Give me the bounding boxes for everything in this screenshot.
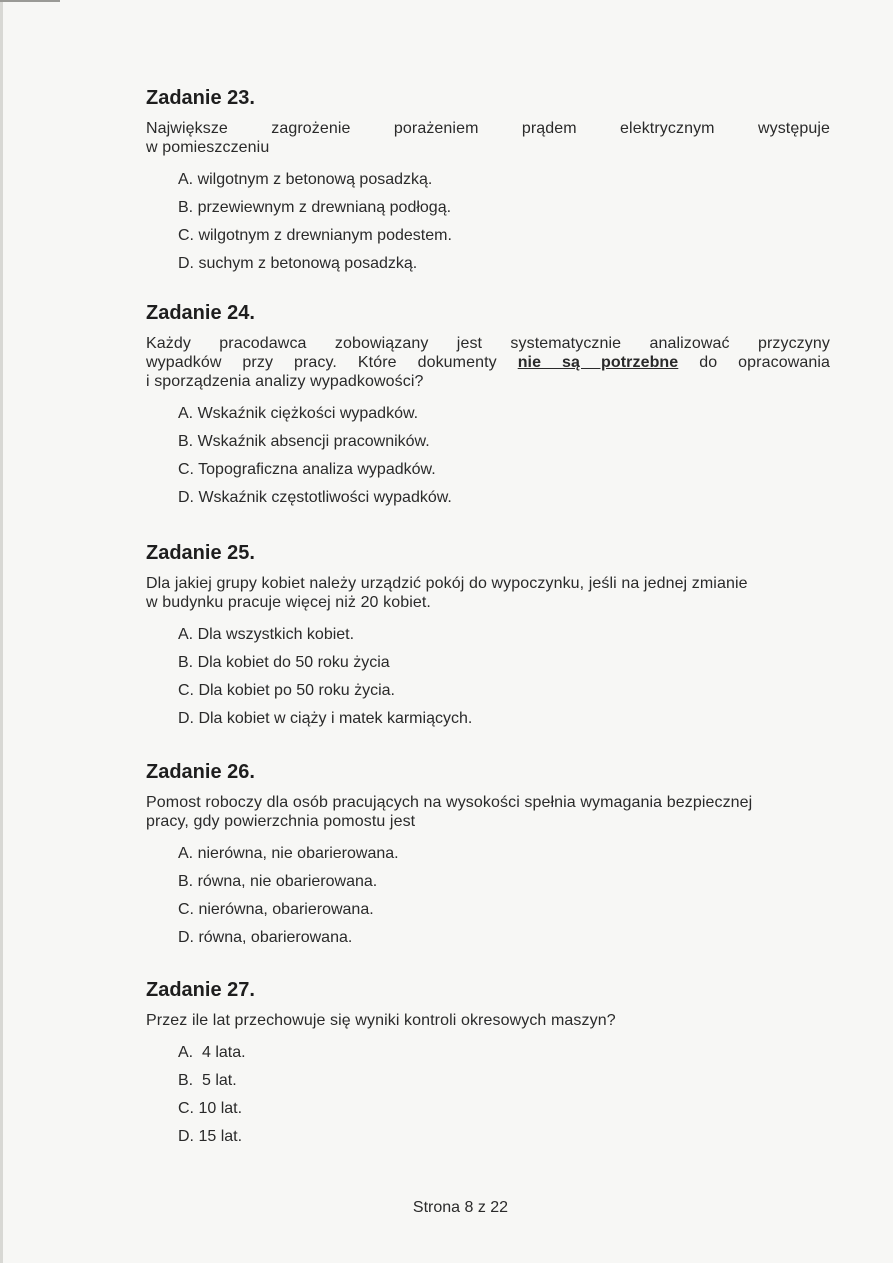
- answer-option-d[interactable]: D. Dla kobiet w ciąży i matek karmiących.: [178, 710, 473, 727]
- answer-option-a[interactable]: A. Wskaźnik ciężkości wypadków.: [178, 405, 419, 422]
- task-26: [146, 760, 830, 956]
- scan-edge-left: [0, 0, 3, 1263]
- answer-option-c[interactable]: C. Dla kobiet po 50 roku życia.: [178, 682, 395, 699]
- answer-option-a[interactable]: A. Dla wszystkich kobiet.: [178, 626, 355, 643]
- task-title: Zadanie 27.: [146, 979, 255, 1001]
- page-footer: [0, 1199, 893, 1217]
- answer-options: [146, 625, 830, 737]
- emphasized-text: nie są potrzebne: [517, 354, 679, 371]
- task-question: [146, 334, 830, 391]
- answer-option-d[interactable]: D. suchym z betonową posadzką.: [178, 255, 418, 272]
- task-title: Zadanie 23.: [146, 87, 255, 109]
- answer-option-c[interactable]: C. wilgotnym z drewnianym podestem.: [178, 227, 452, 244]
- question-line: Największe zagrożenie porażeniem prądem elektrycznym występuje: [146, 120, 830, 137]
- answer-options: [146, 404, 830, 516]
- answer-options: [146, 1043, 830, 1155]
- question-line: Przez ile lat przechowuje się wyniki kontroli okresowych maszyn?: [146, 1012, 616, 1029]
- task-question: [146, 119, 830, 157]
- question-line: Każdy pracodawca zobowiązany jest systematycznie analizować przyczyny: [146, 335, 830, 352]
- scan-edge-top: [0, 0, 60, 2]
- task-title: Zadanie 26.: [146, 761, 255, 783]
- answer-option-a[interactable]: A. 4 lata.: [178, 1044, 246, 1061]
- answer-option-b[interactable]: B. Wskaźnik absencji pracowników.: [178, 433, 430, 450]
- question-line: w budynku pracuje więcej niż 20 kobiet.: [146, 594, 431, 611]
- page-number: Strona 8 z 22: [412, 1199, 509, 1216]
- task-title: Zadanie 24.: [146, 302, 255, 324]
- question-line: Dla jakiej grupy kobiet należy urządzić pokój do wypoczynku, jeśli na jednej zmianie: [146, 575, 748, 592]
- answer-option-b[interactable]: B. Dla kobiet do 50 roku życia: [178, 654, 390, 671]
- task-23: [146, 86, 830, 282]
- answer-option-a[interactable]: A. nierówna, nie obarierowana.: [178, 845, 399, 862]
- answer-options: [146, 170, 830, 282]
- task-title: Zadanie 25.: [146, 542, 255, 564]
- question-line: i sporządzenia analizy wypadkowości?: [146, 373, 424, 390]
- answer-option-c[interactable]: C. nierówna, obarierowana.: [178, 901, 374, 918]
- answer-option-d[interactable]: D. Wskaźnik częstotliwości wypadków.: [178, 489, 452, 506]
- answer-options: [146, 844, 830, 956]
- answer-option-d[interactable]: D. równa, obarierowana.: [178, 929, 353, 946]
- task-24: [146, 301, 830, 516]
- question-line: w pomieszczeniu: [146, 139, 270, 156]
- question-line: Pomost roboczy dla osób pracujących na wysokości spełnia wymagania bezpiecznej: [146, 794, 753, 811]
- task-question: [146, 1011, 830, 1030]
- answer-option-d[interactable]: D. 15 lat.: [178, 1128, 243, 1145]
- task-question: [146, 793, 830, 831]
- answer-option-b[interactable]: B. 5 lat.: [178, 1072, 237, 1089]
- task-question: [146, 574, 830, 612]
- answer-option-c[interactable]: C. Topograficzna analiza wypadków.: [178, 461, 436, 478]
- question-text: wypadków przy pracy. Które dokumenty: [146, 354, 497, 371]
- question-text: do opracowania: [699, 354, 831, 371]
- task-27: [146, 978, 830, 1155]
- question-line: [146, 353, 830, 372]
- answer-option-b[interactable]: B. równa, nie obarierowana.: [178, 873, 378, 890]
- answer-option-a[interactable]: A. wilgotnym z betonową posadzką.: [178, 171, 433, 188]
- answer-option-b[interactable]: B. przewiewnym z drewnianą podłogą.: [178, 199, 452, 216]
- question-line: pracy, gdy powierzchnia pomostu jest: [146, 813, 416, 830]
- task-25: [146, 541, 830, 737]
- answer-option-c[interactable]: C. 10 lat.: [178, 1100, 243, 1117]
